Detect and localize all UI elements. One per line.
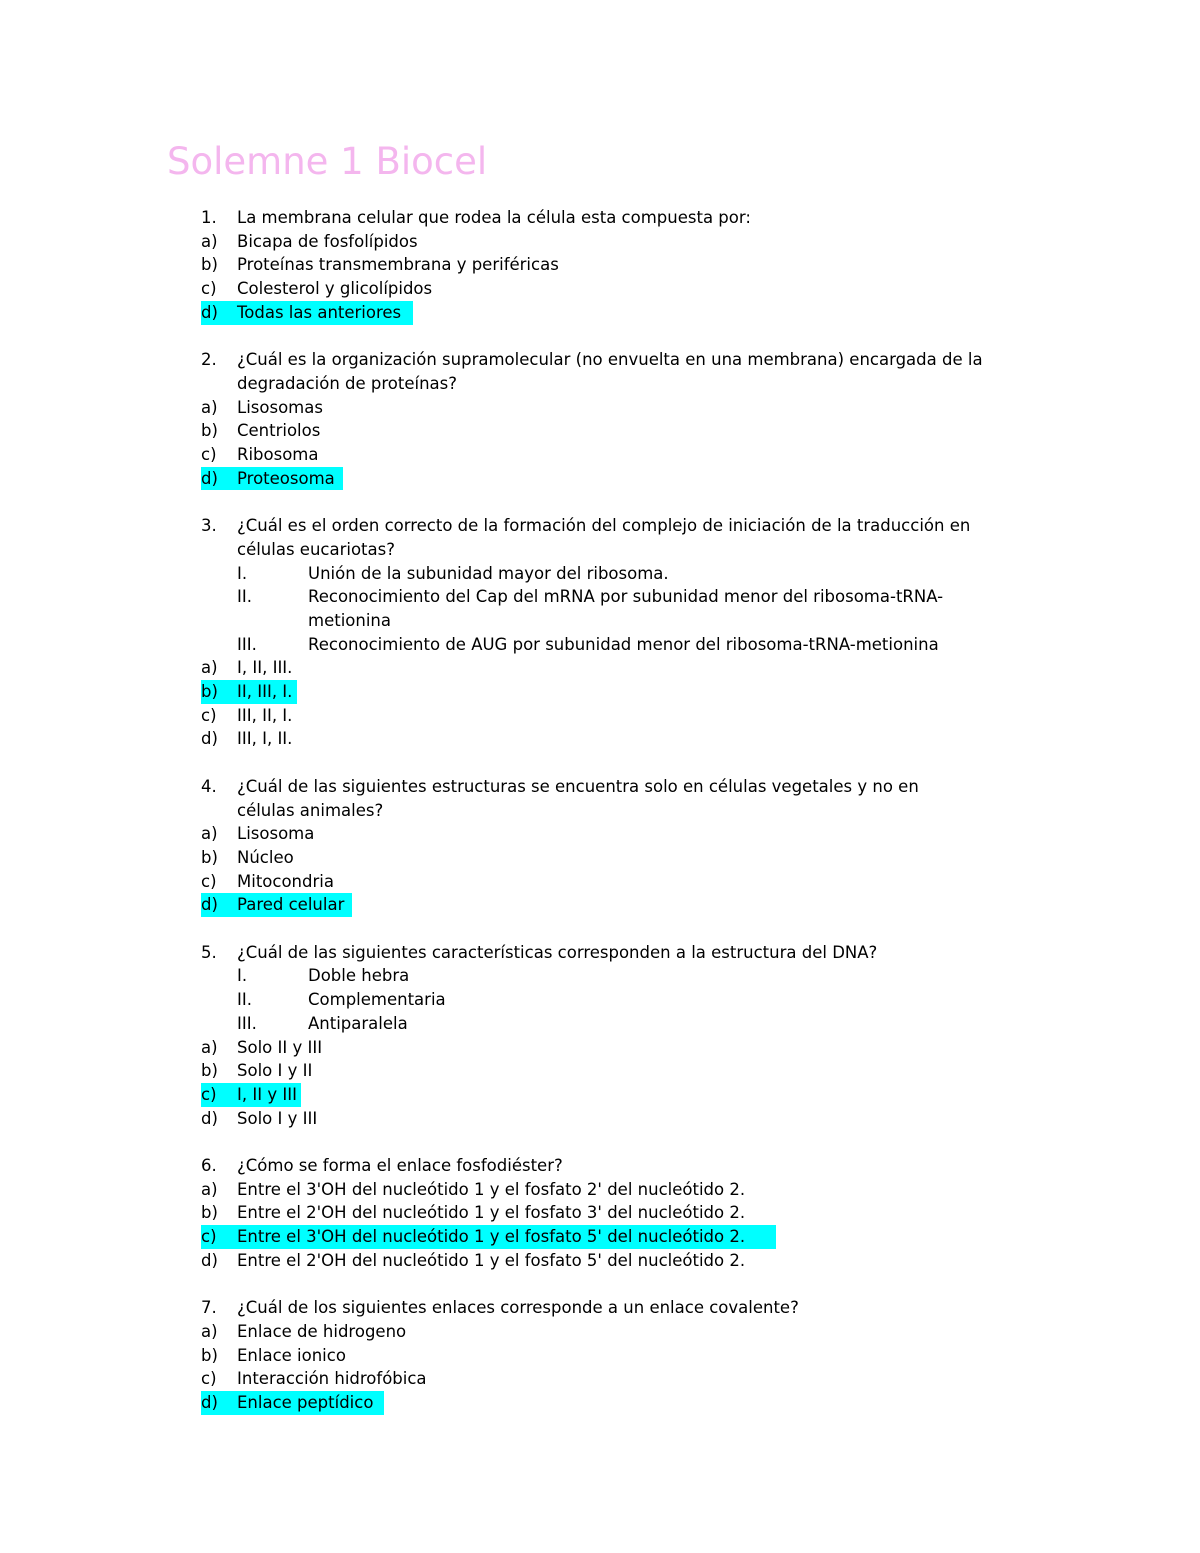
option-c [201, 1367, 1031, 1391]
question-number: 6. [201, 1156, 217, 1176]
option-text: Entre el 2'OH del nucleótido 1 y el fosfato 3' del nucleótido 2. [237, 1203, 746, 1223]
option-b [201, 1059, 1031, 1083]
question-1 [201, 206, 1031, 325]
option-text: Lisosoma [237, 824, 315, 844]
option-letter: c) [201, 1227, 217, 1247]
roman-item-2 [201, 585, 1031, 632]
question-number: 2. [201, 350, 217, 370]
option-text: Ribosoma [237, 445, 319, 465]
option-text: Enlace ionico [237, 1345, 346, 1365]
option-text: Entre el 2'OH del nucleótido 1 y el fosfato 5' del nucleótido 2. [237, 1250, 746, 1270]
option-letter: c) [201, 705, 217, 725]
option-letter: a) [201, 1037, 218, 1057]
roman-item-text: Doble hebra [308, 966, 410, 986]
spacer [201, 917, 1031, 941]
option-text: III, I, II. [237, 729, 293, 749]
option-letter: d) [201, 1393, 218, 1413]
option-letter: d) [201, 729, 218, 749]
question-text: ¿Cuál de los siguientes enlaces corresponde a un enlace covalente? [237, 1298, 799, 1318]
question-4 [201, 775, 1031, 917]
option-letter: a) [201, 397, 218, 417]
option-letter: b) [201, 1203, 218, 1223]
option-text: Proteosoma [237, 468, 335, 488]
option-b-highlighted [201, 680, 1031, 704]
option-d-highlighted [201, 1391, 1031, 1415]
option-letter: b) [201, 255, 218, 275]
question-1-stem [201, 206, 1031, 230]
option-d-highlighted [201, 467, 1031, 491]
roman-item-3 [201, 633, 1031, 657]
roman-item-3 [201, 1012, 1031, 1036]
option-text: Lisosomas [237, 397, 323, 417]
option-b [201, 419, 1031, 443]
question-number: 4. [201, 776, 217, 796]
option-d-highlighted [201, 893, 1031, 917]
roman-numeral: II. [237, 990, 252, 1010]
roman-item-text: Reconocimiento de AUG por subunidad menor del ribosoma-tRNA-metionina [308, 634, 939, 654]
option-letter: b) [201, 682, 218, 702]
spacer [201, 325, 1031, 349]
question-text: ¿Cuál de las siguientes estructuras se encuentra solo en células vegetales y no en células animales? [237, 776, 919, 820]
option-letter: c) [201, 279, 217, 299]
question-3 [201, 514, 1031, 751]
option-text: I, II, III. [237, 658, 293, 678]
option-letter: d) [201, 468, 218, 488]
question-6-stem [201, 1154, 1031, 1178]
question-text: ¿Cómo se forma el enlace fosfodiéster? [237, 1156, 563, 1176]
option-letter: b) [201, 421, 218, 441]
question-text: ¿Cuál es la organización supramolecular (no envuelta en una membrana) encargada de la degradación de proteínas? [237, 350, 983, 393]
option-text: II, III, I. [237, 682, 293, 702]
option-letter: d) [201, 895, 218, 915]
option-b [201, 1201, 1031, 1225]
option-letter: a) [201, 824, 218, 844]
question-7 [201, 1296, 1031, 1415]
option-letter: b) [201, 1061, 218, 1081]
option-d [201, 727, 1031, 751]
option-text: Centriolos [237, 421, 321, 441]
option-text: Pared celular [237, 895, 345, 915]
option-a [201, 656, 1031, 680]
option-letter: d) [201, 302, 218, 322]
roman-numeral: I. [237, 563, 248, 583]
question-2-stem [201, 348, 1031, 395]
option-letter: b) [201, 847, 218, 867]
option-text: Entre el 3'OH del nucleótido 1 y el fosfato 2' del nucleótido 2. [237, 1179, 746, 1199]
document-title: Solemne 1 Biocel [167, 140, 488, 183]
option-letter: d) [201, 1108, 218, 1128]
option-text: Solo I y II [237, 1061, 313, 1081]
spacer [201, 490, 1031, 514]
option-letter: a) [201, 658, 218, 678]
question-list [201, 206, 1031, 1415]
roman-item-text: Complementaria [308, 990, 446, 1010]
roman-numeral: II. [237, 587, 252, 607]
option-text: Bicapa de fosfolípidos [237, 231, 418, 251]
option-d-highlighted [201, 301, 1031, 325]
option-text: Núcleo [237, 847, 294, 867]
option-text: Proteínas transmembrana y periféricas [237, 255, 559, 275]
spacer [201, 1130, 1031, 1154]
question-number: 5. [201, 942, 217, 962]
option-c-highlighted [201, 1083, 1031, 1107]
question-3-stem [201, 514, 1031, 561]
option-c [201, 277, 1031, 301]
roman-item-text: Antiparalela [308, 1013, 408, 1033]
question-number: 1. [201, 208, 217, 227]
option-a [201, 396, 1031, 420]
roman-item-2 [201, 988, 1031, 1012]
option-letter: b) [201, 1345, 218, 1365]
question-text: ¿Cuál es el orden correcto de la formación del complejo de iniciación de la traducción en células eucariotas? [237, 516, 971, 559]
option-text: Colesterol y glicolípidos [237, 279, 433, 299]
spacer [201, 1273, 1031, 1297]
option-a [201, 1036, 1031, 1060]
option-letter: c) [201, 1084, 217, 1104]
option-c-highlighted [201, 1225, 1031, 1249]
question-number: 7. [201, 1298, 217, 1318]
question-text: La membrana celular que rodea la célula esta compuesta por: [237, 208, 751, 227]
option-a [201, 1320, 1031, 1344]
option-d [201, 1107, 1031, 1131]
option-text: Interacción hidrofóbica [237, 1369, 427, 1389]
roman-numeral: I. [237, 966, 248, 986]
option-b [201, 1344, 1031, 1368]
question-6 [201, 1154, 1031, 1273]
question-2 [201, 348, 1031, 490]
question-7-stem [201, 1296, 1031, 1320]
option-text: III, II, I. [237, 705, 293, 725]
option-b [201, 253, 1031, 277]
roman-item-text: Unión de la subunidad mayor del ribosoma. [308, 563, 669, 583]
option-letter: d) [201, 1250, 218, 1270]
option-text: I, II y III [237, 1084, 297, 1104]
option-text: Enlace peptídico [237, 1393, 374, 1413]
option-c [201, 704, 1031, 728]
option-text: Mitocondria [237, 871, 334, 891]
option-text: Solo I y III [237, 1108, 318, 1128]
option-letter: c) [201, 1369, 217, 1389]
option-a [201, 1178, 1031, 1202]
option-letter: a) [201, 1179, 218, 1199]
roman-numeral: III. [237, 634, 257, 654]
option-suffix: . [739, 1227, 746, 1247]
option-letter: c) [201, 445, 217, 465]
option-letter: a) [201, 231, 218, 251]
option-letter: a) [201, 1321, 218, 1341]
question-5 [201, 941, 1031, 1131]
question-5-stem [201, 941, 1031, 965]
roman-numeral: III. [237, 1013, 257, 1033]
roman-item-text: Reconocimiento del Cap del mRNA por subunidad menor del ribosoma-tRNA-metionina [308, 587, 944, 630]
question-number: 3. [201, 516, 217, 536]
option-c [201, 443, 1031, 467]
roman-item-1 [201, 964, 1031, 988]
option-letter: c) [201, 871, 217, 891]
option-text: Solo II y III [237, 1037, 323, 1057]
option-text: Todas las anteriores [237, 302, 402, 322]
question-4-stem [201, 775, 1031, 822]
option-a [201, 822, 1031, 846]
question-text: ¿Cuál de las siguientes características corresponden a la estructura del DNA? [237, 942, 878, 962]
option-d [201, 1249, 1031, 1273]
option-b [201, 846, 1031, 870]
option-c [201, 870, 1031, 894]
roman-item-1 [201, 562, 1031, 586]
option-text: Entre el 3'OH del nucleótido 1 y el fosfato 5' del nucleótido 2 [237, 1227, 740, 1247]
option-a [201, 230, 1031, 254]
spacer [201, 751, 1031, 775]
option-text: Enlace de hidrogeno [237, 1321, 407, 1341]
